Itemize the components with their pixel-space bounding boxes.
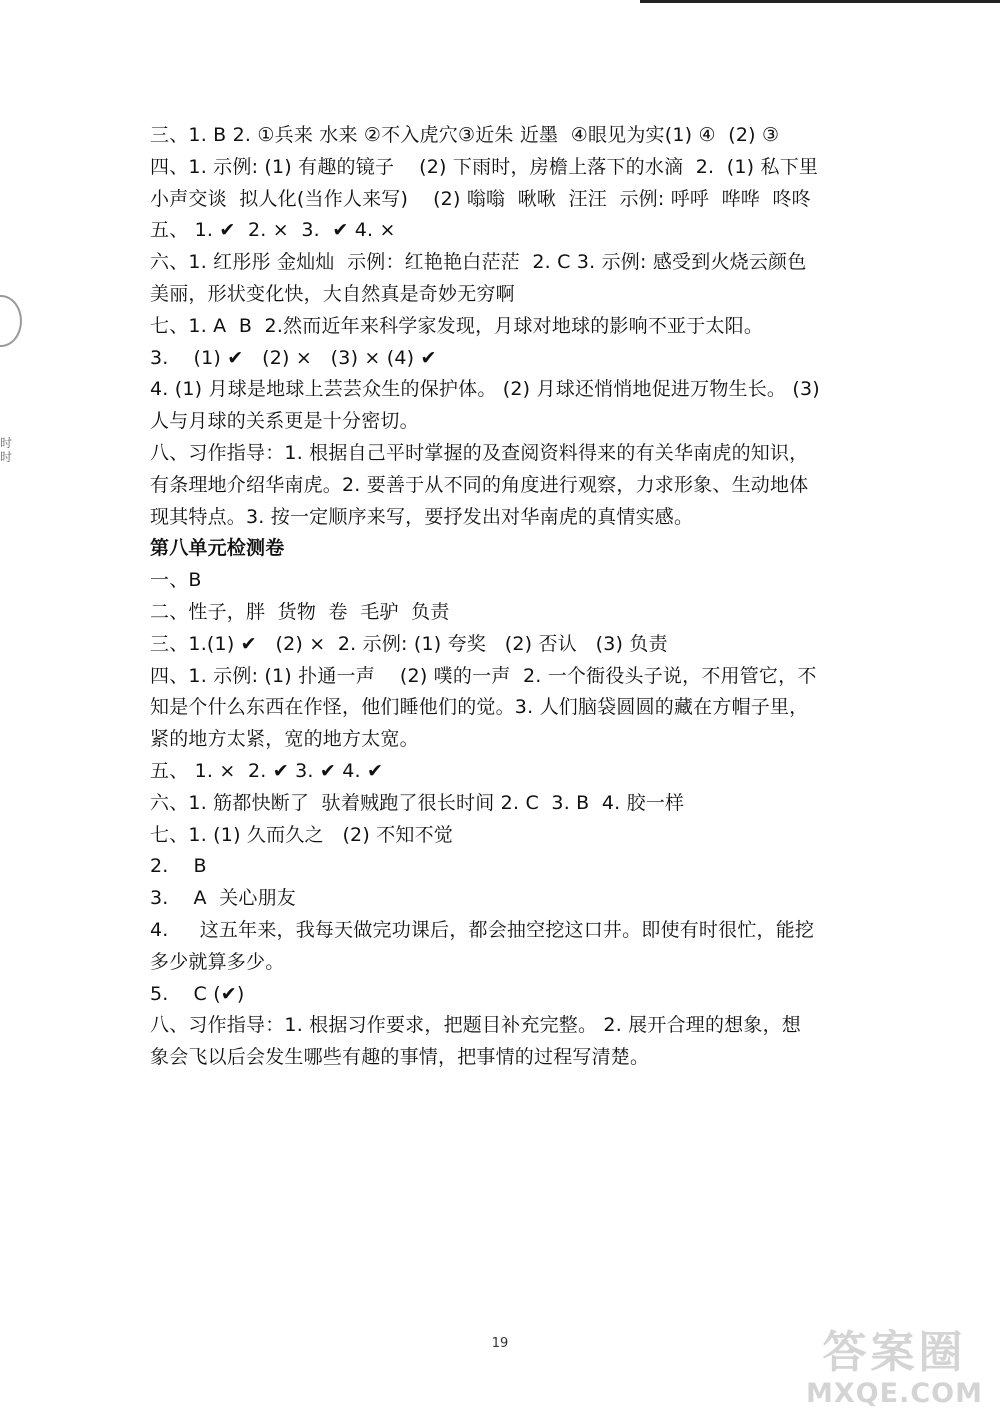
text-line: 2. B [150,855,207,878]
text-line: 3. A 关心朋友 [150,887,296,910]
text-line: 四、1. 示例: (1) 有趣的镜子 (2) 下雨时，房檐上落下的水滴 2. (1) 私下里 [150,155,819,178]
page-number: 19 [491,1336,509,1351]
text-line: 八、习作指导：1. 根据自己平时掌握的及查阅资料得来的有关华南虎的知识， [150,441,809,464]
text-line: 小声交谈 拟人化(当作人来写) (2) 嗡嗡 啾啾 汪汪 示例: 呼呼 哗哗 咚咚 [150,187,811,210]
text-line: 有条理地介绍华南虎。2. 要善于从不同的角度进行观察，力求形象、生动地体 [150,473,809,496]
text-line: 五、 1. × 2. ✔ 3. ✔ 4. ✔ [150,759,384,782]
answer-content [150,120,870,1074]
text-line: 现其特点。3. 按一定顺序来写，要抒发出对华南虎的真情实感。 [150,505,694,528]
watermark-logo [797,1327,992,1409]
watermark-title: 答案圈 [822,1327,967,1378]
text-line: 四、1. 示例: (1) 扑通一声 (2) 噗的一声 2. 一个衙役头子说，不用管它，不 [150,664,817,687]
text-line: 三、1.(1) ✔ (2) × 2. 示例: (1) 夸奖 (2) 否认 (3) 负责 [150,632,668,655]
text-line: 七、1. A B 2.然而近年来科学家发现，月球对地球的影响不亚于太阳。 [150,314,764,337]
text-line: 七、1. (1) 久而久之 (2) 不知不觉 [150,823,453,846]
text-line: 紧的地方太紧，宽的地方太宽。 [150,728,419,751]
top-rule [640,0,1000,3]
binding-edge-mark [0,295,22,347]
text-line: 4. (1) 月球是地球上芸芸众生的保护体。 (2) 月球还悄悄地促进万物生长。 (3) [150,378,820,401]
watermark-url: MXQE.COM [806,1378,983,1409]
text-line: 5. C (✔) [150,982,245,1005]
text-line: 人与月球的关系更是十分密切。 [150,410,419,433]
text-line: 二、性子，胖 货物 卷 毛驴 负责 [150,600,450,623]
text-line: 4. 这五年来，我每天做完功课后，都会抽空挖这口井。即使有时很忙，能挖 [150,918,815,941]
text-line: 六、1. 筋都快断了 驮着贼跑了很长时间 2. C 3. B 4. 胶一样 [150,791,685,814]
text-line: 多少就算多少。 [150,950,285,973]
text-line: 象会飞以后会发生哪些有趣的事情，把事情的过程写清楚。 [150,1046,650,1069]
text-line: 八、习作指导：1. 根据习作要求，把题目补充完整。 2. 展开合理的想象，想 [150,1014,801,1037]
text-line: 一、B [150,569,202,592]
text-line: 美丽，形状变化快，大自然真是奇妙无穷啊 [150,282,515,305]
text-line: 三、1. B 2. ①兵来 水来 ②不入虎穴③近朱 近墨 ④眼见为实(1) ④ (2) ③ [150,124,780,146]
margin-text: 时时 [0,436,13,464]
section-heading: 第八单元检测卷 [150,537,285,560]
text-line: 六、1. 红彤彤 金灿灿 示例：红艳艳白茫茫 2. C 3. 示例: 感受到火烧云颜色 [150,251,807,274]
text-line: 3. (1) ✔ (2) × (3) × (4) ✔ [150,346,437,369]
text-line: 知是个什么东西在作怪，他们睡他们的觉。3. 人们脑袋圆圆的藏在方帽子里， [150,696,809,719]
text-line: 五、 1. ✔ 2. × 3. ✔ 4. × [150,219,396,242]
